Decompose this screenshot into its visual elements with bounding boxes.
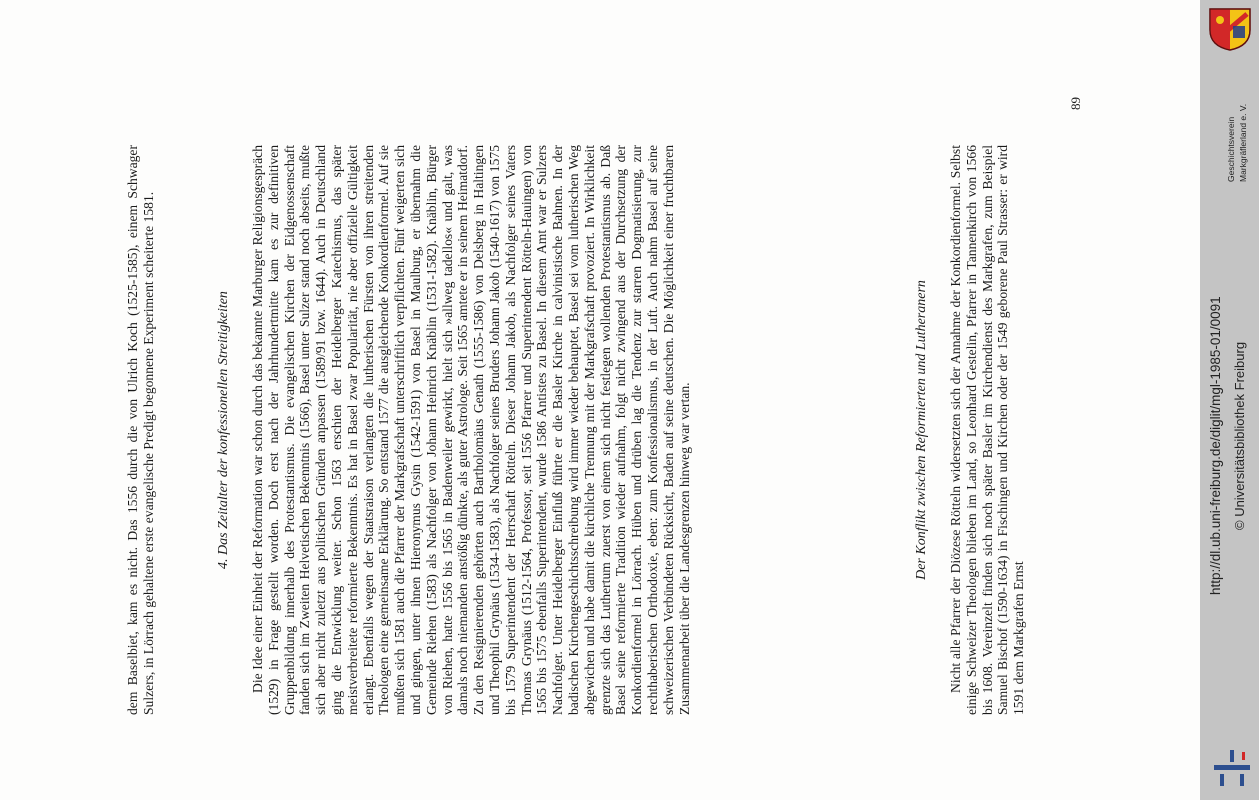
subsection-heading: Der Konflikt zwischen Reformierten und Lutheranern — [914, 280, 929, 580]
source-url-link[interactable]: http://dl.ub.uni-freiburg.de/diglit/mgl-1985-01/0091 — [1208, 296, 1223, 595]
paragraph-intro-text: dem Baselbiet, kam es nicht. Das 1556 durch die von Ulrich Koch (1525-1585), einem Schwager Sulzers, in Lörrach gehaltene erste evangelische Predigt begonnene Experiment scheiterte 1581. — [125, 145, 156, 715]
library-logo-icon — [1212, 748, 1252, 788]
sidebar-rotated-text — [1200, 0, 1259, 800]
section-heading-4: 4. Das Zeitalter der konfessionellen Streitigkeiten — [216, 291, 231, 569]
paragraph-main-text: Die Idee einer Einheit der Reformation war schon durch das bekannte Marburger Religionsgespräch (1529) in Frage gestellt worden. Doch erst nach der Jahrhundertmitte kam es zur definitiven Gruppenbildung innerhalb des Protestantismus. Die evangelischen Kirchen der Eidgenossenschaft fanden sich im Zweiten Helvetischen Bekenntnis (1566), Basel unter Sulzer stand noch abseits, mußte sich aber nicht zuletzt aus politischen Gründen anpassen (1589/91 bzw. 1644). Auch in Deutschland ging die Entwicklung weiter. Schon 1563 erschien der Heidelberger Katechismus, das später meistverbreitete reformierte Bekenntnis. Es hat in Basel zwar Popularität, nie aber offizielle Gültigkeit erlangt. Ebenfalls wegen der Staatsraison verlangten die lutherischen Fürsten von ihren streitenden Theologen eine gemeinsame Erklärung. So entstand 1577 die ausgleichende Konkordienformel. Auf sie mußten sich 1581 auch die Pfarrer der Markgrafschaft unterschriftlich verpflichten. Fünf weigerten sich und gingen, unter ihnen Hieronymus Gysin (1542-1591) von Basel in Maulburg, er übernahm die Gemeinde Riehen (1583) als Nachfolger von Johann Heinrich Knäblin (1531-1582). Knäblin, Bürger von Riehen, hatte 1556 bis 1565 in Badenweiler gewirkt, hielt sich »allweg tadellos« und galt, was damals noch niemanden anstößig dünkte, als guter Astrologe. Seit 1565 amtete er in seinem Heimatdorf. Zu den Resignierenden gehörten auch Bartholomäus Genath (1555-1586) von Delsberg in Haltingen und Theophil Grynäus (1534-1583), als Nachfolger seines Bruders Johann Jakob (1540-1617) von 1575 bis 1579 Superintendent der Herrschaft Rötteln. Dieser Johann Jakob, als Nachfolger seines Vaters Thomas Grynäus (1512-1564, Professor, seit 1556 Pfarrer und Superintendent Rötteln-Hauingen) von 1565 bis 1575 ebenfalls Superintendent, wurde 1586 Antistes zu Basel. In diesem Amt war er Sulzers Nachfolger. Unter Heidelberger Einfluß führte er die Basler Kirche in calvinistische Bahnen. In der badischen Kirchengeschichtsschreibung wird immer wieder behauptet, Basel sei vom lutherischen Weg abgewichen und habe damit die kirchliche Trennung mit der Markgrafschaft provoziert. In Wirklichkeit grenzte sich das Luthertum zuerst von einem sich nicht festlegen wollenden Protestantismus ab. Daß Basel seine reformierte Tradition wieder aufnahm, folgt nicht zwingend aus der Durchsetzung der Konkordienformel in Lörrach. Hüben und drüben lag die Tendenz zur starren Dogmatisierung, zur rechthaberischen Orthodoxie, eben: zum Konfessionalismus, in der Luft. Auch nahm Basel auf seine schweizerischen Verbündeten Rücksicht, Baden auf seine deutschen. Die Möglichkeit einer fruchtbaren Zusammenarbeit über die Landesgrenzen hinweg war vertan. — [250, 145, 692, 715]
paragraph-main — [250, 145, 692, 715]
page-number: 89 — [1068, 97, 1083, 110]
paragraph-intro — [125, 145, 157, 715]
copyright-notice: © Universitätsbibliothek Freiburg — [1232, 341, 1247, 530]
paragraph-konflikt-text: Nicht alle Pfarrer der Diözese Rötteln widersetzten sich der Annahme der Konkordienformel. Selbst einige Schweizer Theologen blieben im Land, so Leonhard Gestelin, Pfarrer in Tannenkirch von 1566 bis 1608. Vereinzelt finden sich noch später Basler im Kirchendienst des Markgrafen, zum Beispiel Samuel Bischof (1590-1634) in Fischingen und Kirchen oder der 1549 geborene Paul Strasser: er wird 1591 dem Markgrafen Ernst — [948, 145, 1027, 715]
viewer-sidebar — [1200, 0, 1259, 800]
society-name-line-2: Markgräflerland e. V. — [1238, 103, 1248, 182]
society-name-line-1: Geschichtsverein — [1226, 116, 1236, 182]
coat-of-arms-icon — [1207, 6, 1253, 52]
paragraph-konflikt — [948, 145, 1027, 715]
